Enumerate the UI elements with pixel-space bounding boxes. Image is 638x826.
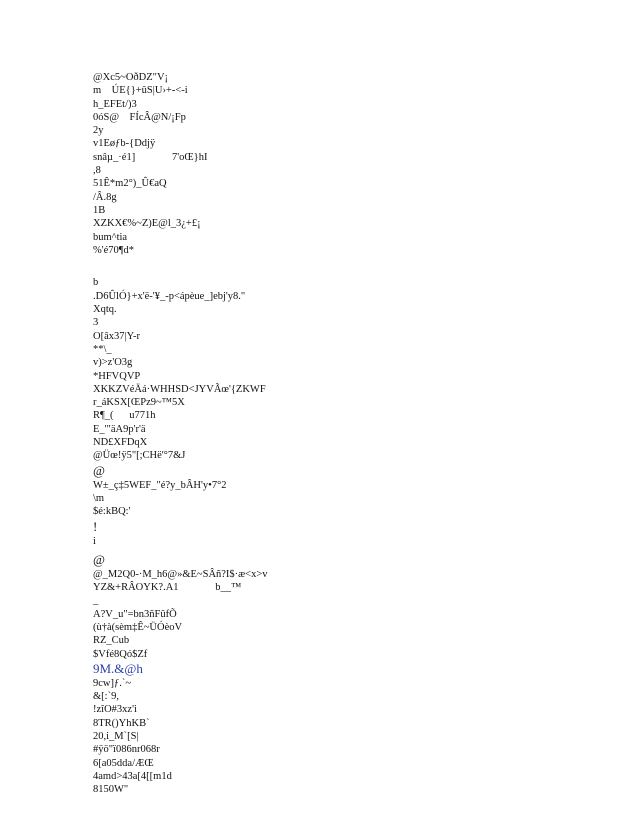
- text-block-4: [93, 568, 613, 661]
- text-line: &[:`9,: [93, 691, 119, 703]
- text-line: 9cw]ƒ.`~: [93, 677, 132, 689]
- text-line: XZKX€%~Z)E@l_3¿+£¡: [93, 218, 201, 230]
- text-line: 4amd>43a[4[[m1d: [93, 770, 172, 782]
- text-line: 2y: [93, 125, 104, 137]
- text-block-5: [93, 677, 613, 797]
- text-line: $Vfé8Qó$Zf: [93, 648, 148, 660]
- text-line: i: [93, 535, 96, 547]
- text-line: $é:kBQ:': [93, 506, 131, 518]
- hyperlink-text[interactable]: 9M.&@h: [93, 660, 143, 676]
- text-line: 51Ê*m2°)_Û€aQ: [93, 178, 167, 190]
- at-symbol-line: @: [93, 551, 105, 567]
- text-line: #ÿö"ï086nr068r: [93, 744, 160, 756]
- text-line: **\_: [93, 343, 112, 355]
- text-line: snâµ_·é1] 7'oŒ}hI: [93, 151, 208, 163]
- at-symbol-line: @: [93, 462, 105, 478]
- text-line: 1B: [93, 204, 106, 216]
- text-line: ,8: [93, 165, 101, 177]
- text-line: h_EFEt/)3: [93, 98, 137, 110]
- document-page: [93, 71, 613, 797]
- text-line: O[âx37|Y-r: [93, 330, 141, 342]
- text-line: 20,i_M`[S|: [93, 731, 139, 743]
- text-line: b: [93, 277, 99, 289]
- text-line: ND£XFDqX: [93, 437, 148, 449]
- text-line: RZ_Cub: [93, 635, 130, 647]
- text-line: !zîO#3xz'i: [93, 704, 137, 716]
- text-line: W±_ç‡5WEF_"é?y_bÂH'y•7°2: [93, 479, 227, 491]
- text-line: r_áKSX[ŒPz9~™5X: [93, 397, 185, 409]
- text-line: E_'"äA9p'r'ä: [93, 423, 146, 435]
- text-line: XKKZVéÄá·WHHSD<JYVÃœ'{ZKWF: [93, 383, 266, 395]
- text-line: @Üœ!ÿ5"[;CHë'°7&J: [93, 450, 186, 462]
- text-line: %'é70¶d*: [93, 244, 135, 256]
- text-block-3: [93, 479, 613, 519]
- text-line: Xqtq.: [93, 304, 117, 316]
- exclamation-line: !: [93, 518, 98, 534]
- text-line: R¶_( u771h: [93, 410, 156, 422]
- text-line: 0óS@ FÍcÂ@N/¡Fp: [93, 111, 186, 123]
- text-line: A?V_u"=bn3ñFûfÕ: [93, 608, 177, 620]
- text-line: .D6ÛlÓ}+x'ë-'¥_-p<ápèue_]ebj'y8.": [93, 290, 246, 302]
- text-line: 8TR()YhKB`: [93, 717, 150, 729]
- text-line: bum^tia: [93, 231, 128, 243]
- text-line: (ù†à(sèm‡Ê~ÜÓèoV: [93, 621, 183, 633]
- text-line: _: [93, 595, 99, 607]
- text-line: *HFVQVP: [93, 370, 141, 382]
- text-line: @_M2Q0-·M_h6@»&E~SÂñ?I$·æ<x>v: [93, 568, 268, 580]
- text-line: 3: [93, 317, 99, 329]
- text-block-2: [93, 276, 613, 462]
- text-line: 8150W": [93, 784, 129, 796]
- text-line: /Â.8g: [93, 191, 117, 203]
- text-line: 6[a05dda/ÆŒ: [93, 757, 154, 769]
- text-line: YZ&+RÂOYK?.A1 b__™: [93, 582, 242, 594]
- text-line: m ÚE{}+ûS|U›+-<-i: [93, 85, 188, 97]
- text-line: v1Eøƒb-{Ddjÿ: [93, 138, 156, 150]
- text-line: \m: [93, 492, 105, 504]
- text-line: @Xc5~OðDZ"V¡: [93, 72, 169, 83]
- text-block-1: [93, 71, 613, 257]
- paragraph-gap: [93, 257, 613, 270]
- text-line: v)>z'O3g: [93, 357, 133, 369]
